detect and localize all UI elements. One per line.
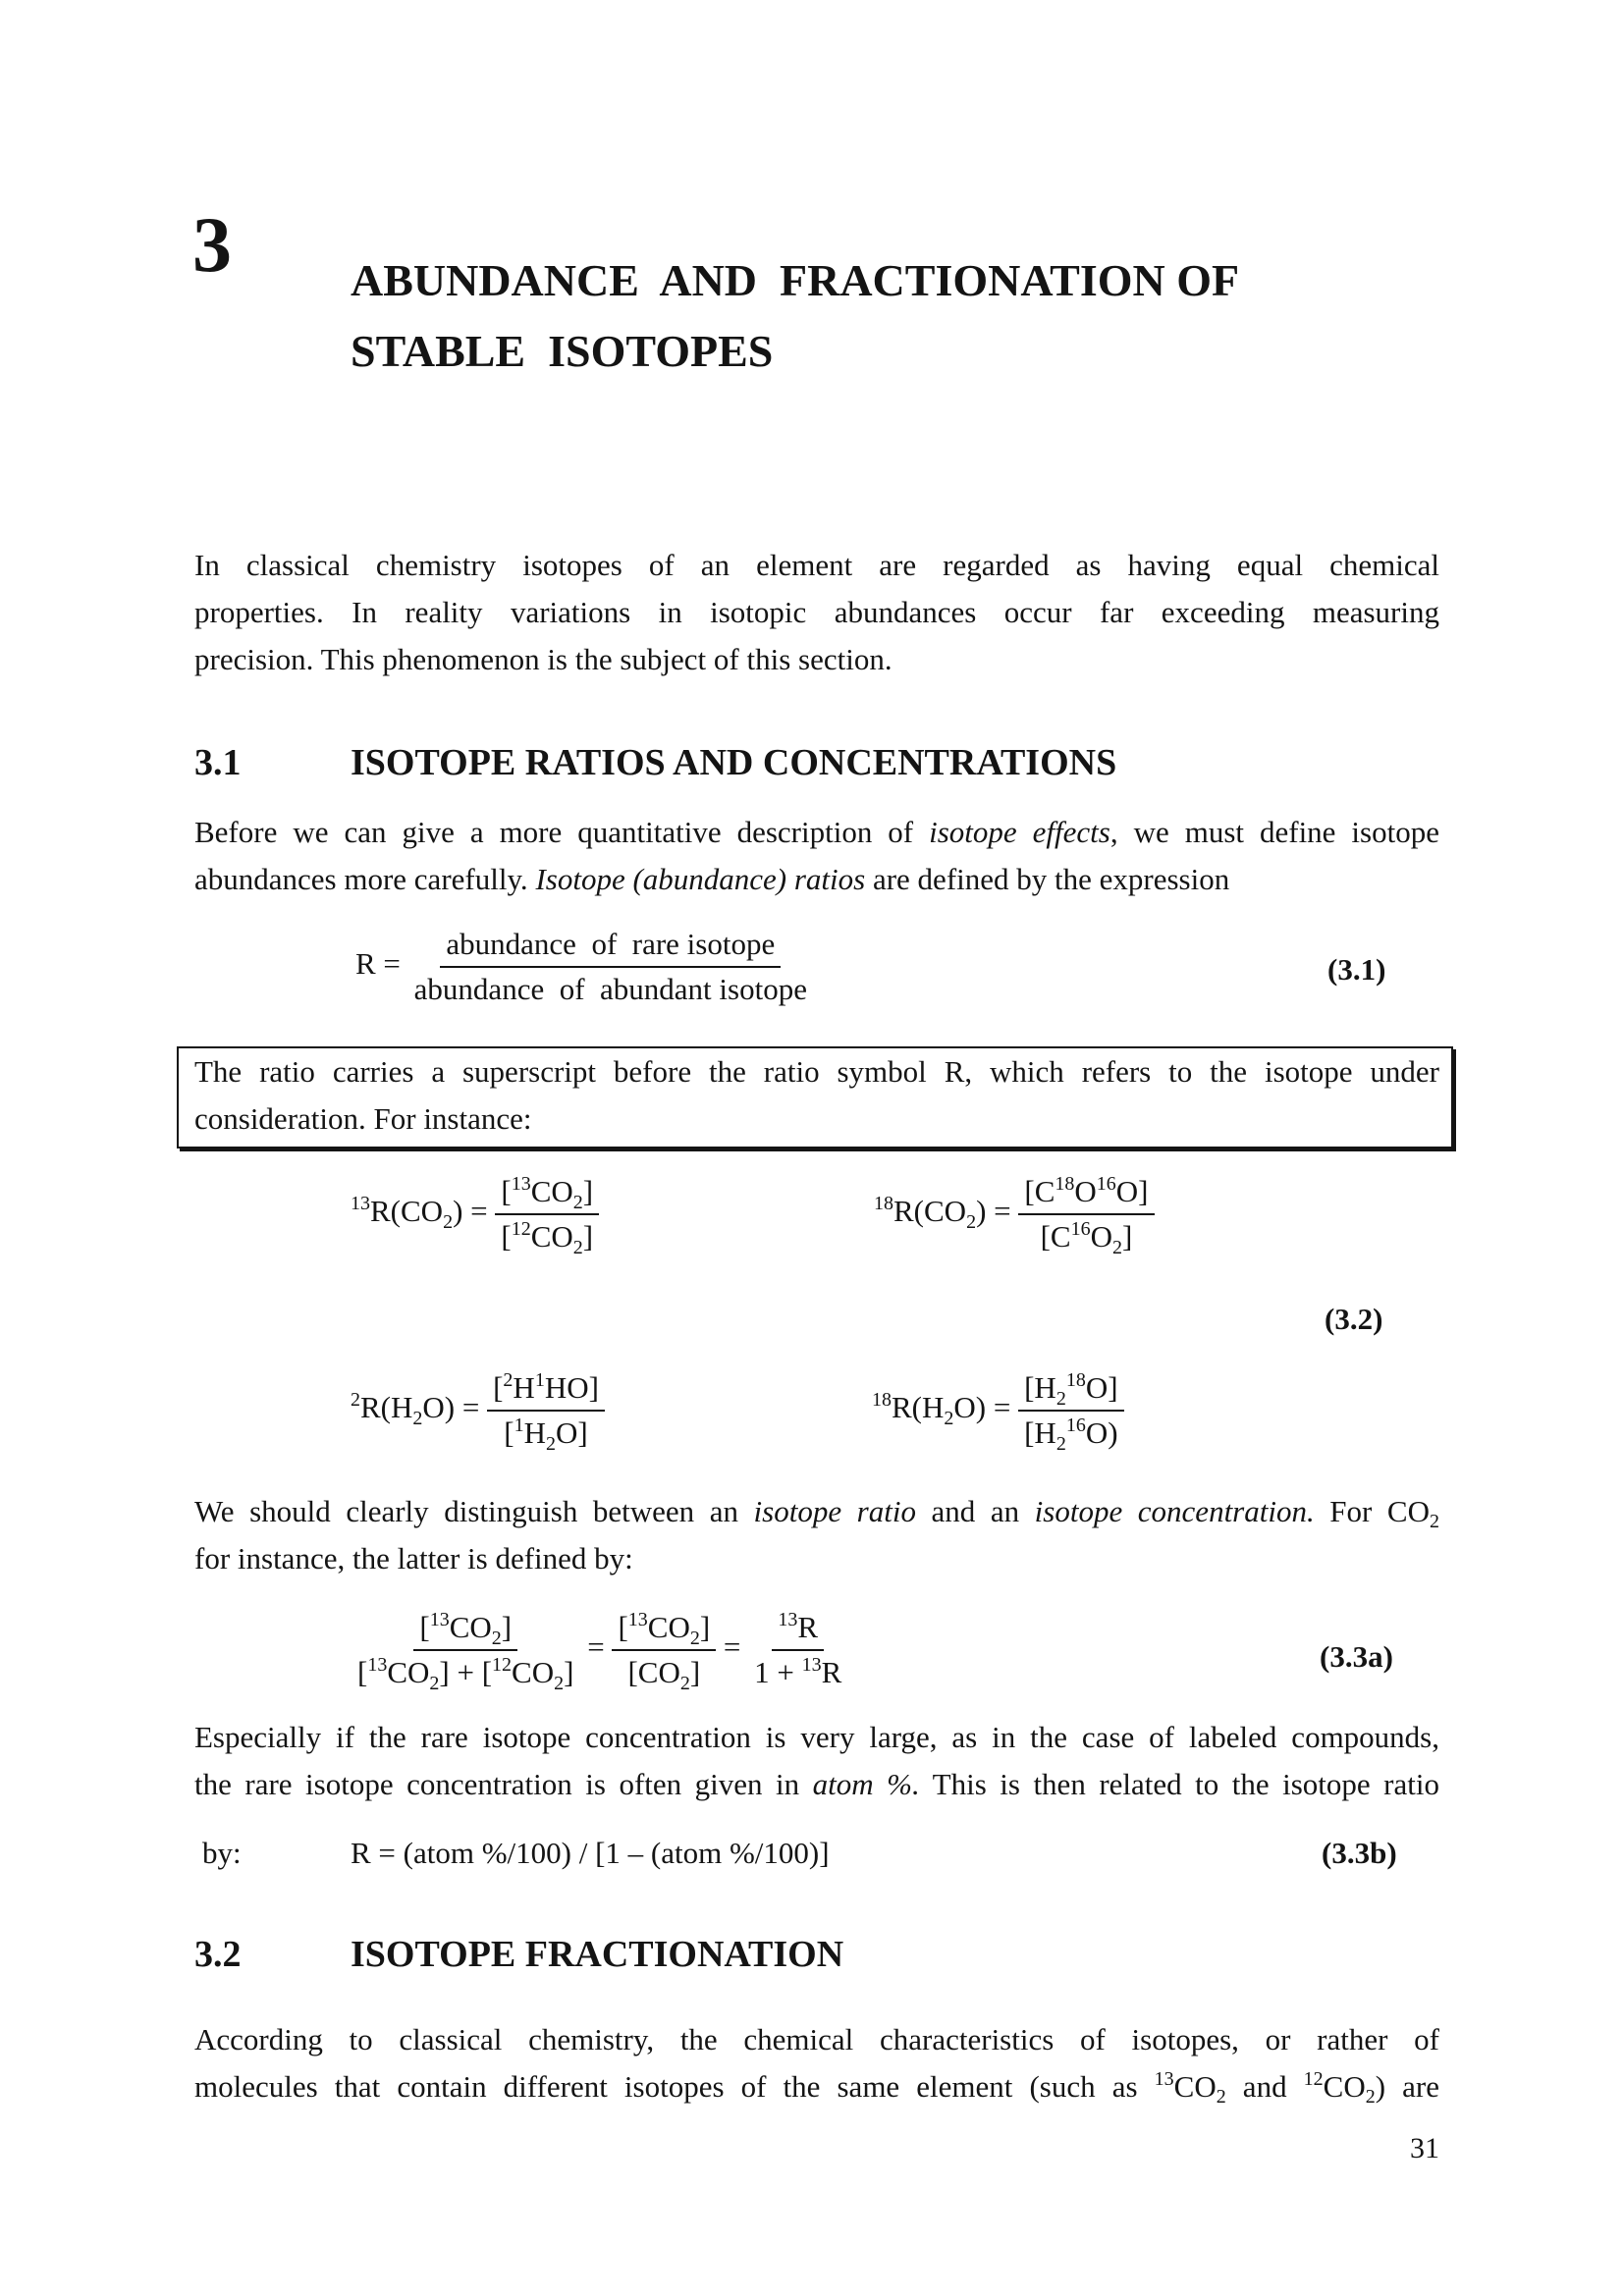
note-text: [194, 1048, 1439, 1143]
atom-percent-paragraph: [194, 1714, 1439, 1808]
chapter-title-line-1: ABUNDANCE AND FRACTIONATION OF: [351, 255, 1240, 305]
section-3-2-number: 3.2: [194, 1934, 242, 1975]
equation-3-3a-fraction-3: $\frac{^{13}R}{1 + ^{13}R}$: [754, 1609, 842, 1689]
equation-3-3b-formula: R = (atom %/100) / [1 – (atom %/100)]: [351, 1836, 830, 1870]
intro-paragraph: [194, 542, 1439, 683]
equation-3-3a-fraction-1: $\frac{[^{13}CO_2]}{[^{13}CO_2] + [^{12}CO_2]}$: [357, 1609, 574, 1694]
intro-line-3: precision. This phenomenon is the subject of this section.: [194, 642, 893, 676]
equation-3-3b-lead: by:: [202, 1836, 242, 1870]
chapter-number: 3: [192, 202, 232, 289]
equation-3-3a-fraction-2: $\frac{[^{13}CO_2]}{[CO_2]}$: [612, 1610, 716, 1689]
chapter-title: [351, 245, 1239, 387]
section-3-2-title: ISOTOPE FRACTIONATION: [351, 1934, 844, 1975]
section-3-2-line-2: molecules that contain different isotopes of the same element (such as $^{13}CO_2$ and $^{12}CO_2$) are: [194, 2068, 1440, 2108]
note-line-1: The ratio carries a superscript before the ratio symbol R, which refers to the isotope under: [194, 1054, 1439, 1089]
section-3-1-title: ISOTOPE RATIOS AND CONCENTRATIONS: [351, 742, 1117, 783]
section-3-2-paragraph: [194, 2016, 1439, 2110]
equation-3-1: [355, 927, 813, 1006]
section-3-1-line-1: Before we can give a more quantitative description of isotope effects, we must define isotope: [194, 815, 1439, 849]
atom-percent-line-2: the rare isotope concentration is often given in atom %. This is then related to the isotope ratio: [194, 1767, 1439, 1801]
concentration-paragraph: [194, 1488, 1439, 1582]
equation-3-3a-equals-2: =: [723, 1629, 741, 1664]
equation-3-3a-equals-1: =: [587, 1629, 605, 1664]
equation-3-1-numerator: abundance of rare isotope: [440, 927, 781, 968]
intro-line-1: In classical chemistry isotopes of an element are regarded as having equal chemical: [194, 548, 1439, 582]
equation-3-2-d-fraction: $\frac{[H_2^{18}O]}{[H_2^{16}O)}$: [1018, 1370, 1123, 1450]
equation-3-3b-tag: (3.3b): [1322, 1836, 1397, 1870]
section-3-2-line-1: According to classical chemistry, the chemical characteristics of isotopes, or rather of: [194, 2022, 1439, 2056]
equation-3-1-lhs: R =: [355, 945, 401, 981]
equation-3-2-b: $^{18}R(CO_2)$ = $\frac{[C^{18}O^{16}O]}{[C^{16}O_2]}$: [874, 1174, 1155, 1254]
equation-3-1-tag: (3.1): [1327, 952, 1386, 987]
note-line-2: consideration. For instance:: [194, 1101, 532, 1136]
equation-3-2-c: $^2R(H_2O)$ = $\frac{[^2H^1HO]}{[^1H_2O]}$: [351, 1370, 605, 1450]
section-3-1-line-2: abundances more carefully. Isotope (abundance) ratios are defined by the expression: [194, 862, 1230, 896]
equation-3-3a-tag: (3.3a): [1320, 1639, 1393, 1674]
equation-3-2-b-fraction: $\frac{[C^{18}O^{16}O]}{[C^{16}O_2]}$: [1018, 1174, 1154, 1254]
atom-percent-line-1: Especially if the rare isotope concentration is very large, as in the case of labeled compounds,: [194, 1720, 1439, 1754]
equation-3-1-denominator: abundance of abundant isotope: [413, 971, 807, 1006]
equation-3-3a: [352, 1609, 847, 1694]
intro-line-2: properties. In reality variations in isotopic abundances occur far exceeding measuring: [194, 595, 1439, 629]
equation-3-2-a: $^{13}R(CO_2)$ = $\frac{[^{13}CO_2]}{[^{12}CO_2]}$: [351, 1174, 599, 1254]
page-number: 31: [1410, 2132, 1439, 2164]
equation-3-2-tag: (3.2): [1325, 1302, 1383, 1336]
equation-3-2-c-fraction: $\frac{[^2H^1HO]}{[^1H_2O]}$: [487, 1370, 605, 1450]
equation-3-2-d: $^{18}R(H_2O)$ = $\frac{[H_2^{18}O]}{[H_2^{16}O)}$: [872, 1370, 1124, 1450]
section-3-1-paragraph: [194, 809, 1439, 903]
concentration-line-1: We should clearly distinguish between an isotope ratio and an isotope concentration. For $CO_2$: [194, 1494, 1439, 1532]
concentration-line-2: for instance, the latter is defined by:: [194, 1541, 633, 1575]
equation-3-2-a-fraction: $\frac{[^{13}CO_2]}{[^{12}CO_2]}$: [495, 1174, 599, 1254]
section-3-1-number: 3.1: [194, 742, 242, 783]
equation-3-1-fraction: [408, 927, 813, 1006]
chapter-title-line-2: STABLE ISOTOPES: [351, 326, 774, 376]
